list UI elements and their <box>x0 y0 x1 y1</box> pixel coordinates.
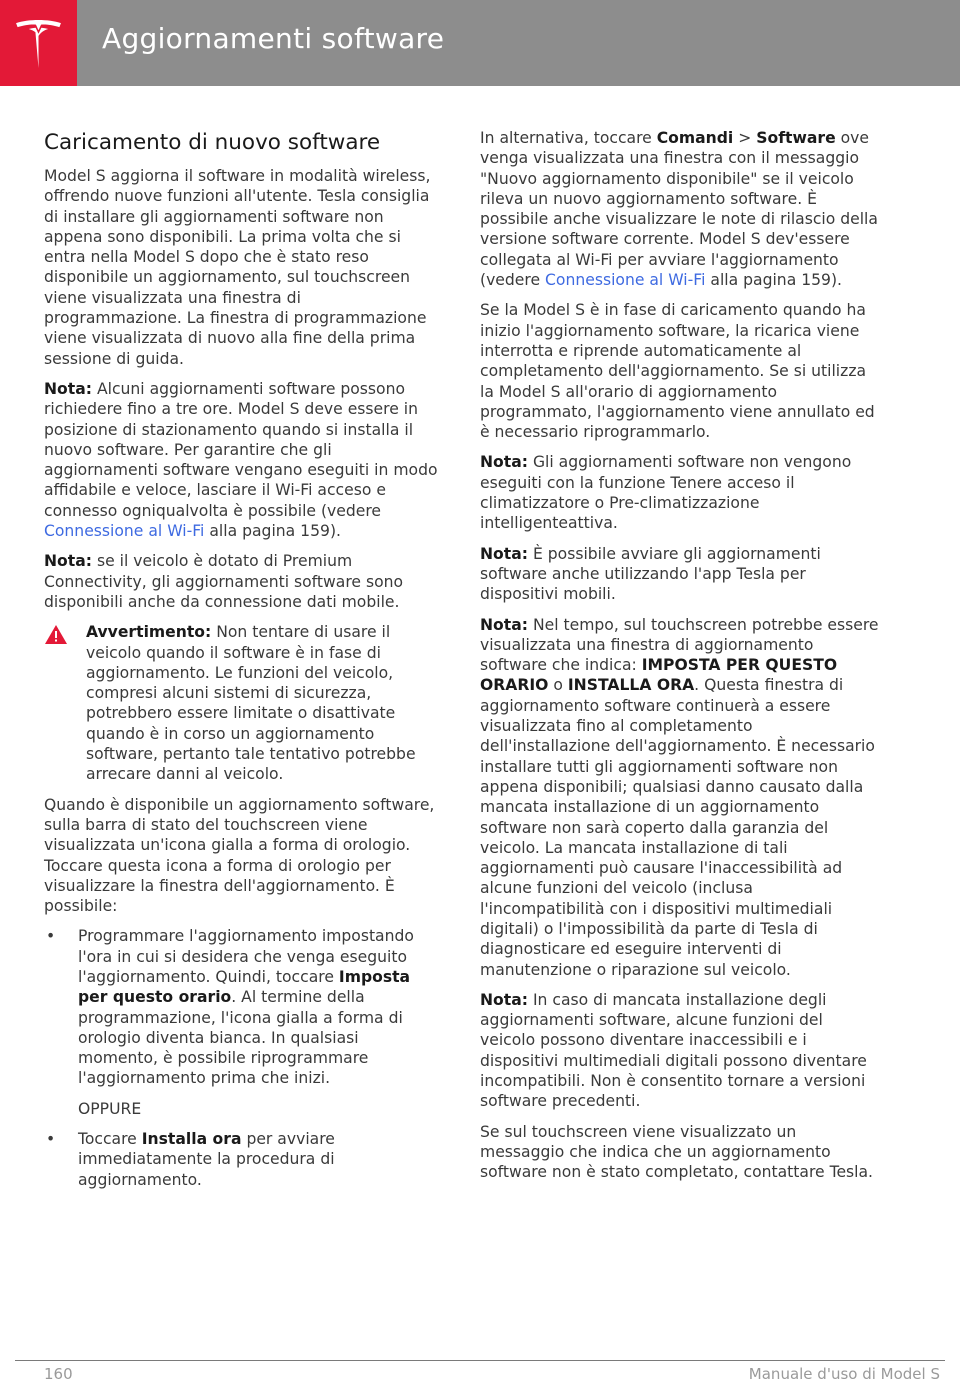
set-time-caps-label: IMPOSTA PER QUESTO ORARIO <box>480 656 838 695</box>
body-text: ove venga visualizzata una finestra con il messaggio "Nuovo aggiornamento disponibile" se il veicolo rileva un nuovo aggiornamento software. È possibile anche visualizzare le note di rilascio della versione software corrente. Model S dev'essere collegata al Wi-Fi per avviare l'aggiornamento (vedere <box>480 129 878 290</box>
separator: > <box>733 129 757 147</box>
bullet-icon: • <box>46 927 56 946</box>
list-item <box>44 1129 440 1190</box>
options-list <box>44 926 440 1190</box>
footer-divider <box>15 1360 945 1361</box>
list-item-text: Toccare <box>78 1130 142 1149</box>
note-paragraph <box>44 551 440 612</box>
software-label: Software <box>756 129 836 147</box>
note-text: Gli aggiornamenti software non vengono eseguiti con la funzione Tenere acceso il climatizzatore o Pre-climatizzazione intelligenteattiva. <box>480 453 852 533</box>
page-number: 160 <box>44 1365 73 1383</box>
page-header <box>0 0 960 86</box>
note-text: È possibile avviare gli aggiornamenti software anche utilizzando l'app Tesla per dispositivi mobili. <box>480 544 821 604</box>
note-label: Nota: <box>480 615 528 634</box>
note-label: Nota: <box>44 379 92 398</box>
warning-block <box>44 622 440 784</box>
note-paragraph <box>480 990 880 1112</box>
note-label: Nota: <box>480 453 528 472</box>
note-text: o <box>548 676 568 695</box>
left-column <box>44 128 440 1200</box>
warning-text: Non tentare di usare il veicolo quando il software è in fase di aggiornamento. Le funzioni del veicolo, compresi alcuni sistemi di sicurezza, potrebbero essere limitate o disattivate quando è in corso un aggiornamento software, pertanto tale tentativo potrebbe arrecare danni al veicolo. <box>86 623 416 784</box>
warning-icon <box>44 624 68 645</box>
body-paragraph: Se sul touchscreen viene visualizzato un messaggio che indica che un aggiornamento software non è stato completato, contattare Tesla. <box>480 1122 874 1182</box>
body-text-end: alla pagina 159). <box>705 271 843 290</box>
wifi-link[interactable]: Connessione al Wi-Fi <box>44 522 205 541</box>
wifi-link[interactable]: Connessione al Wi-Fi <box>545 271 706 290</box>
set-time-label: Imposta per questo orario <box>78 967 411 1007</box>
install-now-label: Installa ora <box>141 1130 242 1149</box>
note-text-end: alla pagina 159). <box>204 522 341 541</box>
body-paragraph: Se la Model S è in fase di caricamento quando ha inizio l'aggiornamento software, la ricarica viene interrotta e riprende automaticamente al completamento dell'aggiornamento. Se si utilizza la Model S all'orario di aggiornamento programmato, l'aggiornamento viene annullato ed è necessario riprogrammarlo. <box>480 301 875 442</box>
note-label: Nota: <box>44 552 92 571</box>
note-text: se il veicolo è dotato di Premium Connectivity, gli aggiornamenti software sono disponibili anche da connessione dati mobile. <box>44 552 404 611</box>
controls-label: Comandi <box>656 129 734 147</box>
page-title: Aggiornamenti software <box>102 22 445 55</box>
note-paragraph <box>480 615 880 980</box>
section-heading: Caricamento di nuovo software <box>44 130 381 155</box>
note-text: Nel tempo, sul touchscreen potrebbe essere visualizzata una finestra di aggiornamento software che indica: <box>480 615 879 675</box>
body-paragraph: Quando è disponibile un aggiornamento software, sulla barra di stato del touchscreen viene visualizzata un'icona gialla a forma di orologio. Toccare questa icona a forma di orologio per visualizzare la finestra dell'aggiornamento. È possibile: <box>44 795 435 916</box>
body-text: In alternativa, toccare <box>480 129 657 147</box>
oppure-text: OPPURE <box>78 1099 142 1118</box>
tesla-logo <box>0 0 77 86</box>
install-now-caps-label: INSTALLA ORA <box>567 676 695 695</box>
intro-paragraph: Model S aggiorna il software in modalità wireless, offrendo nuove funzioni all'utente. Tesla consiglia di installare gli aggiornamenti software non appena sono disponibili. La prima volta che si entra nella Model S dopo che è stato reso disponibile un aggiornamento, sul touchscreen viene visualizzata una finestra di programmazione. La finestra di programmazione viene visualizzata di nuovo alla fine della prima sessione di guida. <box>44 167 431 368</box>
list-item-text-end: per avviare immediatamente la procedura di aggiornamento. <box>78 1130 335 1189</box>
note-label: Nota: <box>480 990 528 1009</box>
manual-name: Manuale d'uso di Model S <box>748 1365 940 1383</box>
note-label: Nota: <box>480 544 528 563</box>
note-paragraph <box>44 379 440 541</box>
right-column <box>480 128 880 1193</box>
note-text: In caso di mancata installazione degli aggiornamenti software, alcune funzioni del veicolo possono diventare inaccessibili e i dispositivi multimediali digitali possono diventare incompatibili. Non è consentito tornare a versioni software precedenti. <box>480 990 867 1111</box>
note-paragraph <box>480 452 880 533</box>
list-item-text-end: . Al termine della programmazione, l'icona gialla a forma di orologio diventa bianca. In qualsiasi momento, è possibile riprogrammare l'aggiornamento prima che inizi. <box>78 988 403 1088</box>
tesla-t-icon <box>13 18 64 69</box>
list-item-text: Programmare l'aggiornamento impostando l'ora in cui si desidera che venga eseguito l'aggiornamento. Quindi, toccare <box>78 927 414 986</box>
note-text-end: . Questa finestra di aggiornamento software continuerà a essere visualizzata fino al completamento dell'installazione dell'aggiornamento. È necessario installare tutti gli aggiornamenti software non appena disponibili; qualsiasi danno causato dalla mancata installazione di un aggiornamento software non sarà coperto dalla garanzia del veicolo. La mancata installazione di tali aggiornamenti può causare l'inaccessibilità ad alcune funzioni del veicolo (inclusa l'incompatibilità con i dispositivi multimediali digitali) o l'impossibilità da parte di Tesla di diagnosticare ed eseguire interventi di manutenzione o riparazione sul veicolo. <box>480 676 875 979</box>
list-item <box>44 926 440 1119</box>
note-text: Alcuni aggiornamenti software possono richiedere fino a tre ore. Model S deve essere in posizione di stazionamento quando si installa il nuovo software. Per garantire che gli aggiornamenti software vengano eseguiti in modo affidabile e veloce, lasciare il Wi-Fi acceso e connesso ogniqualvolta è possibile (vedere <box>44 379 438 520</box>
bullet-icon: • <box>46 1130 56 1149</box>
note-paragraph <box>480 544 880 605</box>
warning-label: Avvertimento: <box>86 623 212 642</box>
body-paragraph <box>480 128 880 290</box>
